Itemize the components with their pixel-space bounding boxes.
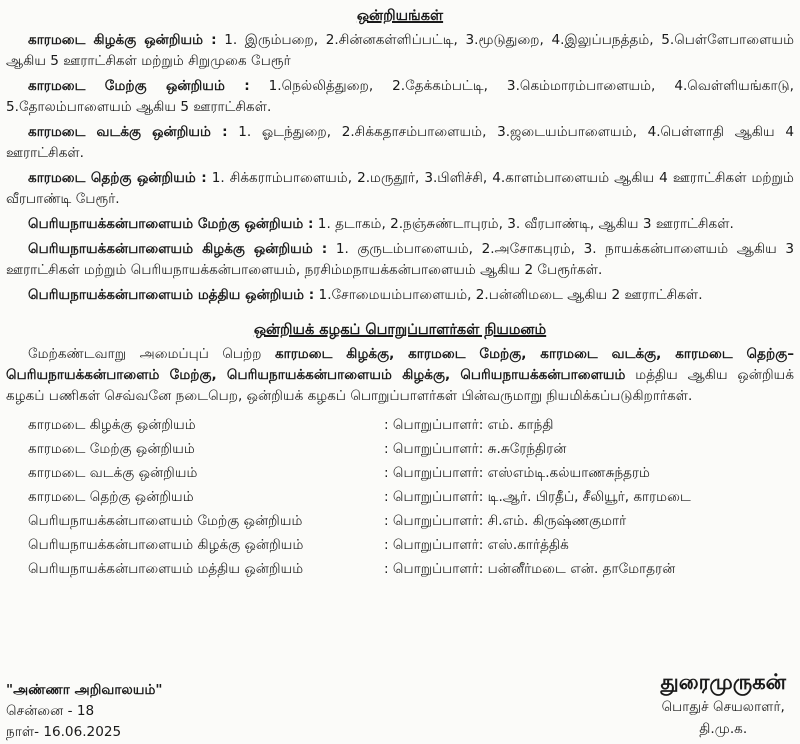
appointment-row (28, 485, 691, 509)
appointment-person: : பொறுப்பாளர்: சி.எம். கிருஷ்ணகுமார் (384, 512, 627, 529)
designation: பொதுச் செயலாளர், (661, 699, 785, 715)
appointment-person: : பொறுப்பாளர்: எஸ்.கார்த்திக் (384, 536, 569, 553)
union-entry (6, 285, 794, 310)
union-panchayats: 1. ஓடந்துறை, 2.சிக்கதாசம்பாளையம், 3.ஜடையம்பாளையம், 4.பெள்ளாதி ஆகிய 4 ஊராட்சிகள். (6, 124, 795, 161)
union-name: காரமடை மேற்கு ஒன்றியம் : (28, 78, 250, 94)
union-name: காரமடை தெற்கு ஒன்றியம் : (28, 170, 207, 186)
appointment-person: : பொறுப்பாளர்: டி.ஆர். பிரதீப், சீலியூர், காரமடை (384, 488, 691, 505)
union-panchayats: 1. சிக்கராம்பாளையம், 2.மருதூர், 3.பிளிச்சி, 4.காளம்பாளையம் ஆகிய 4 ஊராட்சிகள் மற்றும் வீரபாண்டி பேரூர். (6, 170, 794, 207)
union-entry (6, 168, 794, 214)
document-page (6, 0, 794, 581)
appointment-person: : பொறுப்பாளர்: எம். காந்தி (384, 416, 554, 433)
appointment-row (28, 533, 691, 557)
signature-block (660, 668, 786, 740)
appointment-union: காரமடை கிழக்கு ஒன்றியம் (28, 416, 196, 433)
appointments-table (28, 413, 691, 581)
appointment-person: : பொறுப்பாளர்: எஸ்எம்டி.கல்யாணசுந்தரம் (384, 464, 651, 481)
union-entry (6, 122, 794, 168)
union-entry (6, 76, 794, 122)
union-panchayats: 1. குருடம்பாளையம், 2.அசோகபுரம், 3. நாயக்கன்பாளையம் ஆகிய 3 ஊராட்சிகள் மற்றும் பெரியநாயக்கன்பாளையம், நரசிம்மநாயக்கன்பாளையம் ஆகிய 2 பேரூர்கள். (6, 241, 794, 278)
appointments-heading: ஒன்றியக் கழகப் பொறுப்பாளர்கள் நியமனம் (253, 322, 547, 338)
appointment-union: காரமடை தெற்கு ஒன்றியம் (28, 488, 194, 505)
appointment-person: : பொறுப்பாளர்: பன்னீர்மடை என். தாமோதரன் (384, 560, 676, 577)
union-entry (6, 30, 794, 76)
city: சென்னை - 18 (6, 703, 95, 719)
appointment-row (28, 557, 691, 581)
union-name: பெரியநாயக்கன்பாளையம் மத்திய ஒன்றியம் : (28, 287, 315, 303)
union-panchayats: 1. தடாகம், 2.நஞ்சுண்டாபுரம், 3. வீரபாண்டி, ஆகிய 3 ஊராட்சிகள். (317, 216, 734, 232)
appointment-union: பெரியநாயக்கன்பாளையம் கிழக்கு ஒன்றியம் (28, 536, 304, 553)
appointment-paragraph: மேற்கண்டவாறு அமைப்புப் பெற்ற காரமடை கிழக்கு, காரமடை மேற்கு, காரமடை வடக்கு, காரமடை தெற்கு– பெரியநாயக்கன்பாளைம் மேற்கு, பெரியநாயக்கன்பாளையம் கிழக்கு, பெரியநாயக்கன்பாளையம் மத்திய ஆகிய ஒன்றியக் கழகப் பணிகள் செவ்வனே நடைபெற, ஒன்றியக் கழகப் பொறுப்பாளர்கள் பின்வருமாறு நியமிக்கப்படுகிறார்கள். (6, 346, 795, 404)
signatory-name: துரைமுருகன் (660, 670, 786, 694)
union-name: பெரியநாயக்கன்பாளையம் மேற்கு ஒன்றியம் : (28, 216, 314, 232)
unions-heading: ஒன்றியங்கள் (356, 8, 444, 24)
appointment-union: காரமடை வடக்கு ஒன்றியம் (28, 464, 198, 481)
appointment-row (28, 413, 691, 437)
footer-address (6, 680, 163, 743)
union-panchayats: 1. இரும்பறை, 2.சின்னகள்ளிப்பட்டி, 3.மூடுதுறை, 4.இலுப்பநத்தம், 5.பெள்ளேபாளையம் ஆகிய 5 ஊராட்சிகள் மற்றும் சிறுமுகை பேரூர் (6, 32, 795, 69)
appointment-row (28, 437, 691, 461)
appointment-union: காரமடை மேற்கு ஒன்றியம் (28, 440, 195, 457)
union-name: பெரியநாயக்கன்பாளையம் கிழக்கு ஒன்றியம் : (28, 241, 328, 257)
paragraph-bold-names: காரமடை கிழக்கு, காரமடை மேற்கு, காரமடை வடக்கு, காரமடை தெற்கு– பெரியநாயக்கன்பாளைம் மேற்கு, பெரியநாயக்கன்பாளையம் கிழக்கு, பெரியநாயக்கன்பாளையம் (6, 346, 794, 383)
union-entry (6, 214, 794, 239)
appointment-union: பெரியநாயக்கன்பாளையம் மேற்கு ஒன்றியம் (28, 512, 303, 529)
unions-list (6, 30, 794, 310)
union-entry (6, 239, 794, 285)
union-name: காரமடை கிழக்கு ஒன்றியம் : (28, 32, 217, 48)
office-name: "அண்ணா அறிவாலயம்" (6, 682, 163, 698)
union-panchayats: 1.நெல்லித்துறை, 2.தேக்கம்பட்டி, 3.கெம்மாரம்பாளையம், 4.வெள்ளியங்காடு, 5.தோலம்பாளையம் ஆகிய 5 ஊராட்சிகள். (6, 78, 795, 115)
party-name: தி.மு.க. (699, 721, 748, 737)
appointment-person: : பொறுப்பாளர்: சு.சுரேந்திரன் (384, 440, 567, 457)
date: நாள்- 16.06.2025 (6, 724, 122, 740)
appointment-union: பெரியநாயக்கன்பாளையம் மத்திய ஒன்றியம் (28, 560, 304, 577)
appointment-row (28, 509, 691, 533)
union-panchayats: 1.சோமையம்பாளையம், 2.பன்னிமடை ஆகிய 2 ஊராட்சிகள். (318, 287, 703, 303)
appointment-row (28, 461, 691, 485)
union-name: காரமடை வடக்கு ஒன்றியம் : (28, 124, 228, 140)
